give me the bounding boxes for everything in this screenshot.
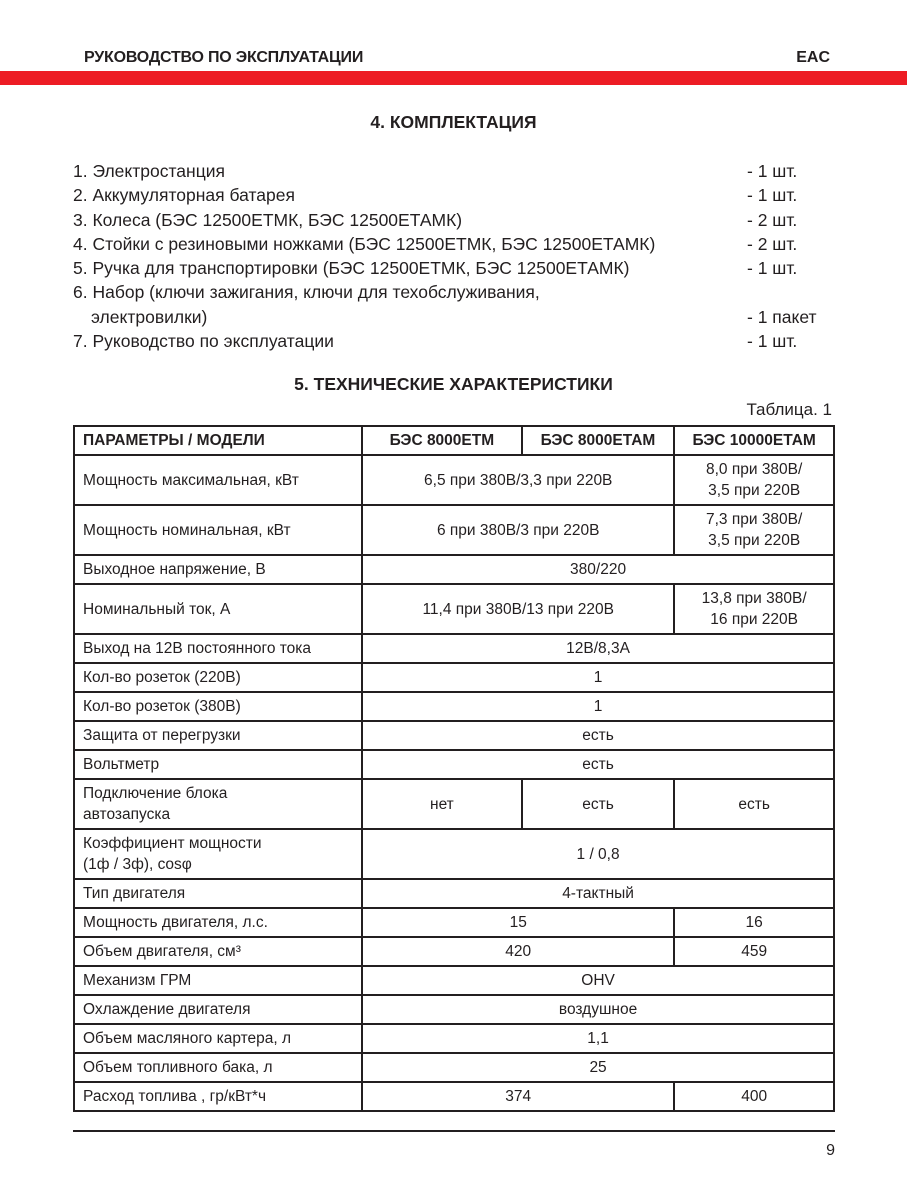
table-row	[74, 1082, 834, 1111]
section-4-title: 4. КОМПЛЕКТАЦИЯ	[370, 112, 537, 132]
table-row	[74, 634, 834, 663]
running-header-title: РУКОВОДСТВО ПО ЭКСПЛУАТАЦИИ	[84, 49, 364, 66]
column-header-model: БЭС 8000ЕТМ	[362, 426, 522, 455]
param-value: 374	[362, 1082, 674, 1111]
param-value: 25	[362, 1053, 834, 1082]
table-row	[74, 908, 834, 937]
param-label: Коэффициент мощности (1ф / 3ф), cosφ	[74, 829, 362, 879]
param-value: OHV	[362, 966, 834, 995]
table-row	[74, 937, 834, 966]
table-row	[74, 829, 834, 879]
item-text: 3. Колеса (БЭС 12500ЕТМК, БЭС 12500ЕТАМК)	[73, 209, 463, 230]
item-text: электровилки)	[91, 306, 208, 327]
page-number: 9	[826, 1142, 835, 1159]
param-label: Номинальный ток, А	[74, 584, 362, 634]
spec-table	[73, 425, 835, 1112]
table-row	[74, 555, 834, 584]
param-value: 400	[674, 1082, 834, 1111]
param-label: Выходное напряжение, В	[74, 555, 362, 584]
column-header-model: БЭС 8000ЕТАМ	[522, 426, 675, 455]
item-qty: - 1 шт.	[747, 258, 798, 279]
param-value: 1	[362, 692, 834, 721]
table-header-row	[74, 426, 834, 455]
param-label: Подключение блока автозапуска	[74, 779, 362, 829]
table-row	[74, 455, 834, 505]
column-header-params: ПАРАМЕТРЫ / МОДЕЛИ	[74, 426, 362, 455]
table-row	[74, 663, 834, 692]
param-label: Мощность номинальная, кВт	[74, 505, 362, 555]
param-label: Тип двигателя	[74, 879, 362, 908]
column-header-model: БЭС 10000ЕТАМ	[674, 426, 834, 455]
table-row	[74, 1024, 834, 1053]
table-row	[74, 692, 834, 721]
param-label: Защита от перегрузки	[74, 721, 362, 750]
param-label: Объем масляного картера, л	[74, 1024, 362, 1053]
item-text: 2. Аккумуляторная батарея	[73, 185, 295, 206]
param-value: 420	[362, 937, 674, 966]
table-row	[74, 750, 834, 779]
param-value: 1,1	[362, 1024, 834, 1053]
list-item	[73, 329, 843, 353]
param-label: Охлаждение двигателя	[74, 995, 362, 1024]
table-row	[74, 584, 834, 634]
param-value: есть	[522, 779, 675, 829]
list-item	[73, 232, 843, 256]
param-value: 6,5 при 380В/3,3 при 220В	[362, 455, 674, 505]
param-label: Мощность максимальная, кВт	[74, 455, 362, 505]
param-value: 4-тактный	[362, 879, 834, 908]
list-item-continuation	[73, 305, 843, 329]
list-item	[73, 280, 843, 304]
table-row	[74, 505, 834, 555]
param-value: 6 при 380В/3 при 220В	[362, 505, 674, 555]
list-item	[73, 183, 843, 207]
param-value: 1	[362, 663, 834, 692]
param-value: воздушное	[362, 995, 834, 1024]
param-value: 11,4 при 380В/13 при 220В	[362, 584, 674, 634]
item-text: 4. Стойки с резиновыми ножками (БЭС 12500ЕТМК, БЭС 12500ЕТАМК)	[73, 233, 656, 254]
table-row	[74, 966, 834, 995]
param-label: Выход на 12В постоянного тока	[74, 634, 362, 663]
item-text: 5. Ручка для транспортировки (БЭС 12500ЕТМК, БЭС 12500ЕТАМК)	[73, 258, 630, 279]
eac-mark: EAC	[796, 49, 830, 66]
param-value: 13,8 при 380В/ 16 при 220В	[674, 584, 834, 634]
param-value: 1 / 0,8	[362, 829, 834, 879]
param-label: Мощность двигателя, л.с.	[74, 908, 362, 937]
table-caption: Таблица. 1	[746, 400, 832, 419]
param-label: Вольтметр	[74, 750, 362, 779]
item-qty: - 1 шт.	[747, 161, 798, 181]
footer-rule	[73, 1130, 835, 1132]
param-value: 380/220	[362, 555, 834, 584]
param-value: 7,3 при 380В/ 3,5 при 220В	[674, 505, 834, 555]
param-value: есть	[362, 750, 834, 779]
table-row	[74, 779, 834, 829]
param-value: есть	[362, 721, 834, 750]
table-row	[74, 1053, 834, 1082]
header-red-band	[0, 71, 907, 85]
item-text: 7. Руководство по эксплуатации	[73, 331, 334, 352]
param-label: Кол-во розеток (220В)	[74, 663, 362, 692]
list-item	[73, 208, 843, 232]
list-item	[73, 256, 843, 280]
param-value: 459	[674, 937, 834, 966]
param-value: есть	[674, 779, 834, 829]
item-qty: - 2 шт.	[747, 209, 798, 230]
section-5-title: 5. ТЕХНИЧЕСКИЕ ХАРАКТЕРИСТИКИ	[294, 374, 613, 394]
param-label: Объем топливного бака, л	[74, 1053, 362, 1082]
item-text: 6. Набор (ключи зажигания, ключи для техобслуживания,	[73, 282, 540, 303]
item-qty: - 2 шт.	[747, 233, 798, 254]
param-value: 15	[362, 908, 674, 937]
list-item	[73, 159, 843, 183]
item-text: 1. Электростанция	[73, 161, 225, 181]
item-qty: - 1 пакет	[747, 306, 817, 327]
item-qty	[747, 280, 843, 304]
param-label: Кол-во розеток (380В)	[74, 692, 362, 721]
param-value: 12В/8,3А	[362, 634, 834, 663]
param-label: Расход топлива , гр/кВт*ч	[74, 1082, 362, 1111]
table-row	[74, 995, 834, 1024]
table-row	[74, 879, 834, 908]
item-qty: - 1 шт.	[747, 331, 798, 352]
item-qty: - 1 шт.	[747, 185, 798, 206]
param-label: Объем двигателя, см³	[74, 937, 362, 966]
param-value: нет	[362, 779, 522, 829]
param-label: Механизм ГРМ	[74, 966, 362, 995]
param-value: 16	[674, 908, 834, 937]
package-contents-list	[73, 159, 843, 353]
table-row	[74, 721, 834, 750]
param-value: 8,0 при 380В/ 3,5 при 220В	[674, 455, 834, 505]
